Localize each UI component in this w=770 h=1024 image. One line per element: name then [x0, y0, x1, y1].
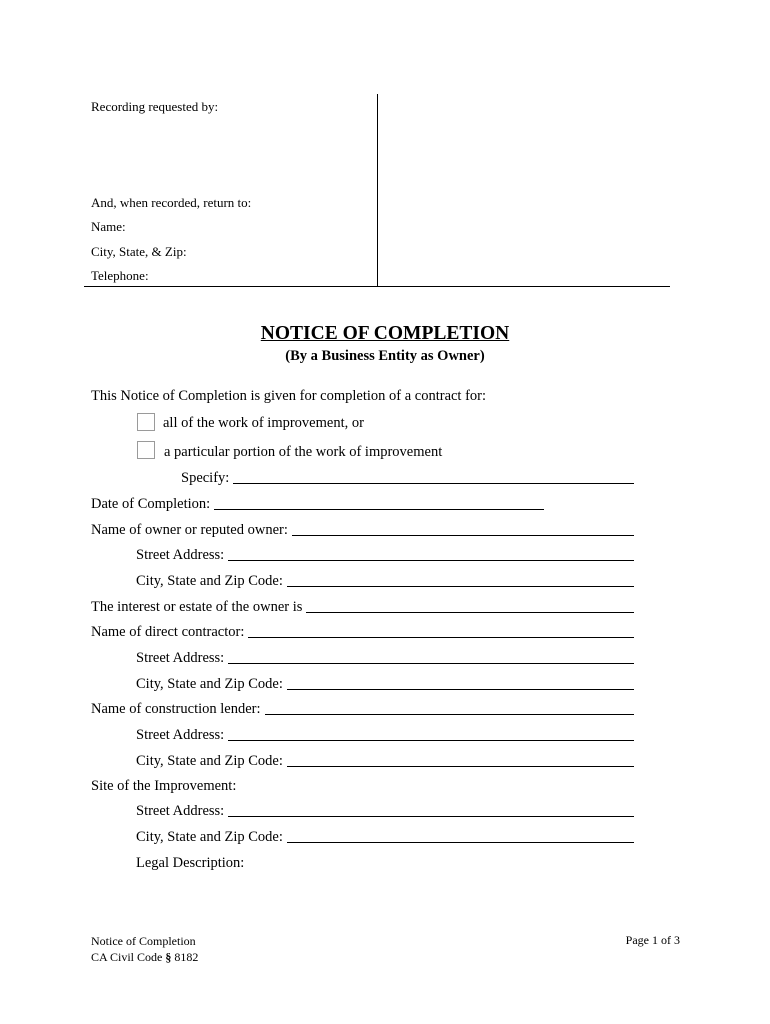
site-city-line[interactable]: [287, 841, 634, 843]
all-work-label: all of the work of improvement, or: [163, 415, 364, 431]
intro-text: This Notice of Completion is given for completion of a contract for:: [91, 388, 487, 404]
site-city-label: City, State and Zip Code:: [136, 829, 283, 845]
header-vertical-divider: [377, 94, 378, 287]
portion-work-label: a particular portion of the work of improvement: [164, 444, 443, 460]
site-label: Site of the Improvement:: [91, 778, 237, 794]
specify-line[interactable]: [233, 482, 634, 484]
footer-section-symbol: §: [165, 950, 172, 964]
specify-label: Specify:: [181, 470, 230, 486]
legal-description-label: Legal Description:: [136, 855, 245, 871]
lender-city-label: City, State and Zip Code:: [136, 753, 283, 769]
lender-street-row: [136, 727, 634, 744]
footer-code: [91, 949, 198, 965]
lender-name-label: Name of construction lender:: [91, 701, 261, 717]
contractor-city-row: [136, 676, 634, 693]
contractor-street-row: [136, 650, 634, 667]
owner-street-label: Street Address:: [136, 547, 225, 563]
footer-doc-name: Notice of Completion: [91, 934, 196, 948]
page-subtitle: (By a Business Entity as Owner): [285, 348, 485, 364]
contractor-city-label: City, State and Zip Code:: [136, 676, 283, 692]
return-to-label: And, when recorded, return to:: [91, 195, 252, 210]
owner-city-row: [136, 573, 634, 590]
telephone-label: Telephone:: [91, 268, 149, 283]
contractor-street-line[interactable]: [228, 662, 634, 664]
recording-requested-label: Recording requested by:: [91, 99, 219, 114]
portion-work-checkbox[interactable]: [137, 441, 155, 459]
lender-city-line[interactable]: [287, 765, 634, 767]
lender-name-line[interactable]: [265, 713, 634, 715]
interest-label: The interest or estate of the owner is: [91, 599, 303, 615]
contractor-name-row: [91, 624, 634, 641]
lender-city-row: [136, 753, 634, 770]
contractor-city-line[interactable]: [287, 688, 634, 690]
owner-name-row: [91, 522, 634, 539]
name-label: Name:: [91, 219, 126, 234]
site-city-row: [136, 829, 634, 846]
site-street-row: [136, 803, 634, 820]
page-title: NOTICE OF COMPLETION: [260, 323, 510, 344]
owner-name-label: Name of owner or reputed owner:: [91, 522, 288, 538]
specify-row: [181, 470, 634, 487]
footer-code-prefix: CA Civil Code: [91, 950, 163, 964]
owner-street-line[interactable]: [228, 559, 634, 561]
date-of-completion-row: [91, 496, 544, 513]
header-horizontal-divider: [84, 286, 670, 287]
date-of-completion-label: Date of Completion:: [91, 496, 211, 512]
footer-left: [91, 933, 198, 965]
footer-page-number: Page 1 of 3: [625, 933, 680, 947]
all-work-checkbox[interactable]: [137, 413, 155, 431]
site-street-label: Street Address:: [136, 803, 225, 819]
lender-name-row: [91, 701, 634, 718]
owner-street-row: [136, 547, 634, 564]
lender-street-label: Street Address:: [136, 727, 225, 743]
site-street-line[interactable]: [228, 815, 634, 817]
date-of-completion-line[interactable]: [214, 508, 544, 510]
interest-row: [91, 599, 634, 616]
lender-street-line[interactable]: [228, 739, 634, 741]
owner-city-line[interactable]: [287, 585, 634, 587]
owner-name-line[interactable]: [292, 534, 634, 536]
owner-city-label: City, State and Zip Code:: [136, 573, 283, 589]
footer-code-number: 8182: [174, 950, 199, 964]
contractor-name-label: Name of direct contractor:: [91, 624, 245, 640]
city-state-zip-label: City, State, & Zip:: [91, 244, 187, 259]
interest-line[interactable]: [306, 611, 634, 613]
contractor-street-label: Street Address:: [136, 650, 225, 666]
contractor-name-line[interactable]: [248, 636, 634, 638]
